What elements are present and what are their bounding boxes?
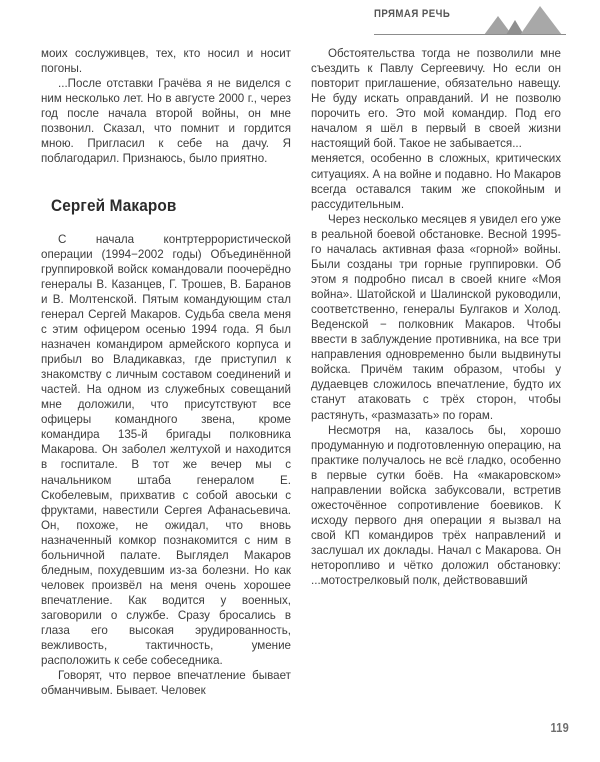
mountains-icon (468, 6, 568, 35)
page-number: 119 (550, 721, 569, 735)
running-header-title: ПРЯМАЯ РЕЧЬ (374, 8, 451, 20)
paragraph: ...После отставки Грачёва я не виделся с ним несколько лет. Но в августе 2000 г., через год после начала второй войны, он мне позвонил. Сказал, что помнит и гордится мною. Пригласил к себе на дачу. Я поблагодарил. Признаюсь, было приятно. (41, 77, 291, 166)
running-header (372, 4, 568, 38)
paragraph: моих сослуживцев, тех, кто носил и носит погоны. (41, 47, 291, 76)
paragraph: С начала контртеррористической операции (1994−2002 годы) Объединённой группировкой войск командовали поочерёдно генералы В. Казанцев, Г. Трошев, В. Баранов и В. Молтенской. Пятым командующим стал генерал Сергей Макаров. Судьба свела меня с этим офицером осенью 1994 года. Я был назначен командиром армейского корпуса и прибыл во Владикавказ, где приступил к знакомству с личным составом соединений и частей. На одном из служебных совещаний мне доложили, что присутствуют все офицеры командного звена, кроме командира 135-й бригады полковника Макарова. Он заболел желтухой и находится в госпитале. В тот же вечер мы с начальником штаба генералом Е. Скобелевым, прихватив с собой авоськи с фруктами, навестили Сергея Афанасьевича. Он, похоже, не ожидал, что вновь назначенный комкор познакомится с ним в больничной палате. Выглядел Макаров бледным, похудевшим из-за болезни. Но как человек произвёл на меня очень хорошее впечатление. Как водится у военных, заговорили о службе. Сразу бросались в глаза его высокая эрудированность, вежливость, тактичность, умение расположить к себе собеседника. (41, 232, 291, 668)
text-column-right (311, 46, 561, 588)
paragraph: Несмотря на, казалось бы, хорошо продуманную и подготовленную операцию, на практике получалось не всё гладко, особенно в первые сутки боёв. На «макаровском» направлении войска забуксовали, встретив ожесточённое сопротивление боевиков. К исходу первого дня операции я вызвал на свой КП командиров трёх направлений и заслушал их доклады. Начал с Макарова. Он неторопливо и чётко доложил обстановку: ...мотострелковый полк, действовавший (311, 423, 561, 588)
paragraph: Обстоятельства тогда не позволили мне съездить к Павлу Сергеевичу. Но если он повторит приглашение, обязательно навещу. Не буду искать оправданий. И не позволю порочить его. Это мой командир. Под его началом я шёл в первый в своей жизни настоящий бой. Такое не забывается... (311, 47, 561, 151)
section-heading: Сергей Макаров (51, 196, 177, 215)
paragraph: Говорят, что первое впечатление бывает обманчивым. Бывает. Человек (41, 669, 291, 698)
text-column-left (41, 46, 291, 698)
paragraph: меняется, особенно в сложных, критических ситуациях. А на войне и подавно. Но Макаров всегда оставался таким же спокойным и рассудительным. (311, 152, 561, 211)
running-header-rule (374, 34, 566, 35)
paragraph: Через несколько месяцев я увидел его уже в реальной боевой обстановке. Весной 1995-го началась активная фаза «горной» войны. Были созданы три горные группировки. Об этом я подробно писал в своей книге «Моя война». Шатойской и Шалинской руководили, соответственно, генералы Булгаков и Холод. Веденской − полковник Макаров. Чтобы ввести в заблуждение противника, на все три направления одновременно были выдвинуты войска. Причём таким образом, чтобы у дудаевцев сложилось впечатление, будто их станут атаковать с трёх сторон, чтобы растянуть, «размазать» по горам. (311, 212, 561, 422)
